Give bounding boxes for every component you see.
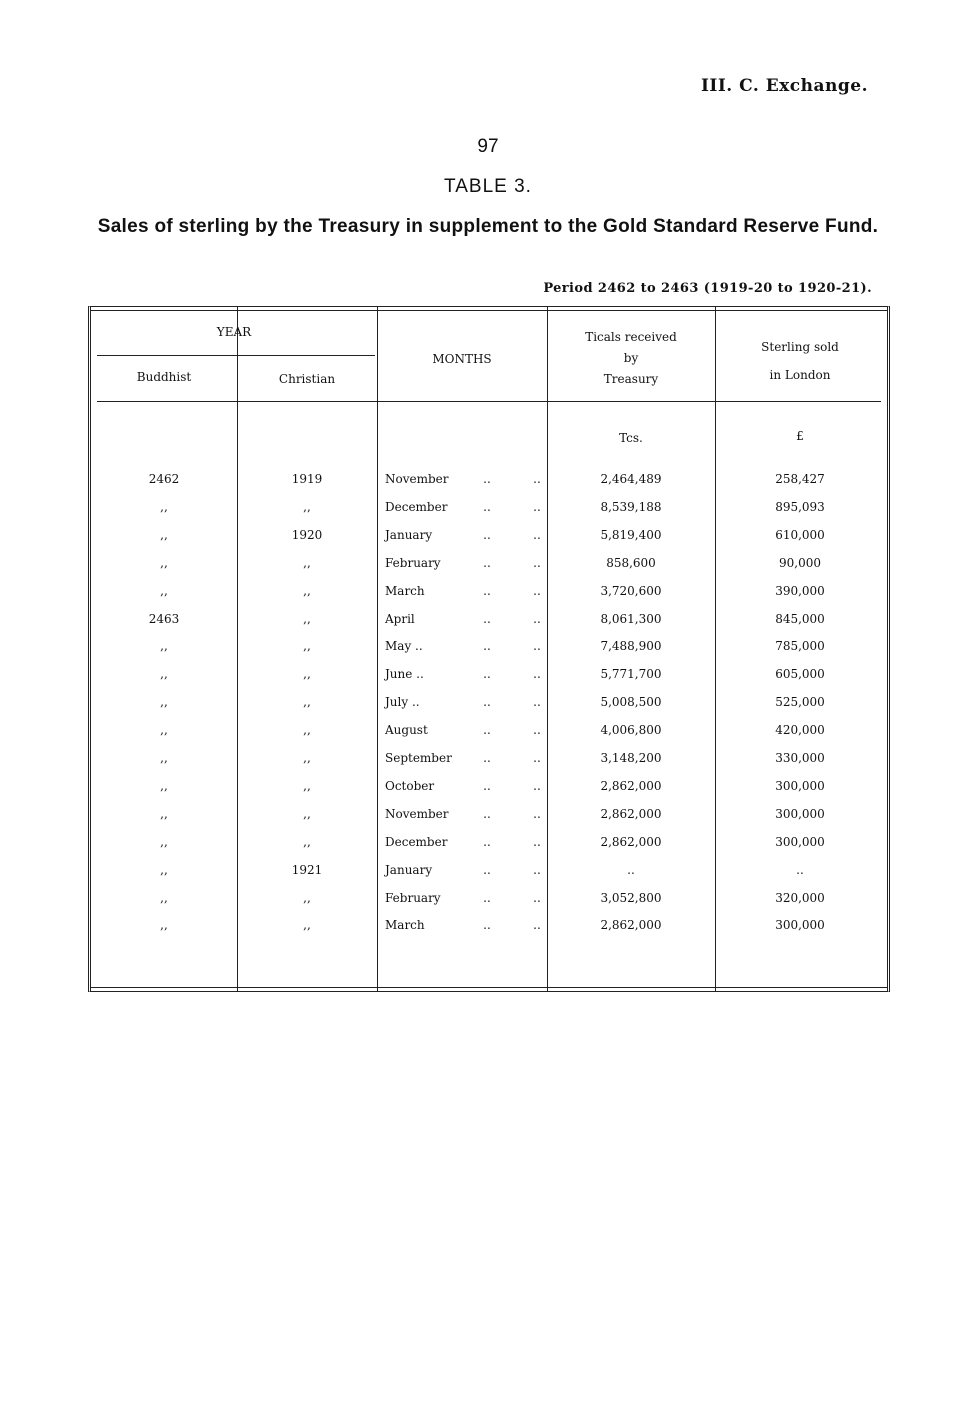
header-months: MONTHS (432, 352, 492, 366)
header-sterling (715, 333, 885, 389)
month-cell: July .. (385, 695, 420, 709)
leader-dots: .. (533, 835, 541, 849)
leader-dots: .. (483, 695, 491, 709)
table-caption: Sales of sterling by the Treasury in supplement to the Gold Standard Reserve Fund. (97, 216, 879, 237)
leader-dots: .. (533, 779, 541, 793)
ticals-cell: 7,488,900 (600, 639, 662, 653)
header-buddhist: Buddhist (136, 370, 192, 384)
month-cell: February (385, 556, 441, 570)
month-cell: February (385, 891, 441, 905)
buddhist-cell: ,, (160, 584, 168, 598)
christian-cell: ,, (303, 918, 311, 932)
header-ticals-line1: Ticals received (585, 330, 677, 344)
christian-cell: ,, (303, 584, 311, 598)
sterling-sales-table (88, 306, 890, 992)
header-rule (97, 401, 881, 402)
buddhist-cell: ,, (160, 528, 168, 542)
christian-cell: ,, (303, 500, 311, 514)
buddhist-cell: ,, (160, 779, 168, 793)
leader-dots: .. (533, 584, 541, 598)
leader-dots: .. (533, 528, 541, 542)
sterling-cell: .. (796, 863, 804, 877)
christian-cell: ,, (303, 779, 311, 793)
ticals-cell: 5,771,700 (600, 667, 662, 681)
sterling-cell: 300,000 (775, 918, 825, 932)
leader-dots: .. (483, 528, 491, 542)
leader-dots: .. (483, 779, 491, 793)
month-cell: January (385, 863, 433, 877)
christian-cell: ,, (303, 891, 311, 905)
leader-dots: .. (483, 472, 491, 486)
ticals-cell: 3,148,200 (600, 751, 662, 765)
sterling-cell: 330,000 (775, 751, 825, 765)
leader-dots: .. (533, 918, 541, 932)
leader-dots: .. (533, 807, 541, 821)
column-rule (377, 307, 378, 991)
buddhist-cell: 2462 (148, 472, 180, 486)
sterling-cell: 320,000 (775, 891, 825, 905)
sterling-cell: 895,093 (775, 500, 825, 514)
header-year: YEAR (216, 325, 252, 339)
christian-cell: ,, (303, 639, 311, 653)
leader-dots: .. (533, 500, 541, 514)
buddhist-cell: ,, (160, 723, 168, 737)
month-cell: December (385, 835, 448, 849)
buddhist-cell: ,, (160, 863, 168, 877)
ticals-cell: 3,052,800 (600, 891, 662, 905)
sterling-cell: 785,000 (775, 639, 825, 653)
buddhist-cell: ,, (160, 918, 168, 932)
christian-cell: ,, (303, 723, 311, 737)
buddhist-cell: ,, (160, 807, 168, 821)
ticals-cell: 4,006,800 (600, 723, 662, 737)
leader-dots: .. (483, 723, 491, 737)
month-cell: December (385, 500, 448, 514)
christian-cell: ,, (303, 695, 311, 709)
sterling-cell: 258,427 (775, 472, 825, 486)
leader-dots: .. (533, 891, 541, 905)
year-rule (97, 355, 375, 356)
buddhist-cell: ,, (160, 667, 168, 681)
month-cell: November (385, 472, 449, 486)
ticals-cell: 2,862,000 (600, 807, 662, 821)
header-sterling-line1: Sterling sold (761, 340, 839, 354)
leader-dots: .. (483, 918, 491, 932)
leader-dots: .. (483, 891, 491, 905)
month-cell: October (385, 779, 435, 793)
month-cell: March (385, 584, 425, 598)
ticals-cell: 2,862,000 (600, 918, 662, 932)
header-ticals-line2: by (623, 351, 639, 365)
christian-cell: 1919 (291, 472, 323, 486)
sterling-cell: 605,000 (775, 667, 825, 681)
christian-cell: ,, (303, 612, 311, 626)
sterling-cell: 90,000 (779, 556, 821, 570)
leader-dots: .. (533, 863, 541, 877)
header-christian: Christian (278, 372, 336, 386)
buddhist-cell: ,, (160, 639, 168, 653)
leader-dots: .. (483, 807, 491, 821)
header-ticals (547, 327, 715, 390)
month-cell: March (385, 918, 425, 932)
header-ticals-line3: Treasury (603, 372, 659, 386)
leader-dots: .. (533, 639, 541, 653)
buddhist-cell: ,, (160, 500, 168, 514)
ticals-cell: 858,600 (606, 556, 656, 570)
sterling-cell: 300,000 (775, 835, 825, 849)
christian-cell: 1920 (291, 528, 323, 542)
buddhist-cell: ,, (160, 751, 168, 765)
buddhist-cell: ,, (160, 891, 168, 905)
sterling-cell: 525,000 (775, 695, 825, 709)
header-sterling-line2: in London (769, 368, 831, 382)
page-number: 97 (477, 136, 499, 157)
ticals-cell: .. (627, 863, 635, 877)
sterling-cell: 845,000 (775, 612, 825, 626)
christian-cell: 1921 (291, 863, 323, 877)
month-cell: September (385, 751, 452, 765)
ticals-cell: 8,539,188 (600, 500, 662, 514)
leader-dots: .. (483, 751, 491, 765)
unit-sterling: £ (796, 429, 804, 443)
period-note: Period 2462 to 2463 (1919-20 to 1920-21). (543, 281, 872, 296)
section-heading: III. C. Exchange. (700, 76, 868, 96)
leader-dots: .. (533, 695, 541, 709)
month-cell: November (385, 807, 449, 821)
month-cell: June .. (385, 667, 424, 681)
leader-dots: .. (533, 472, 541, 486)
ticals-cell: 8,061,300 (600, 612, 662, 626)
month-cell: January (385, 528, 433, 542)
sterling-cell: 390,000 (775, 584, 825, 598)
christian-cell: ,, (303, 835, 311, 849)
christian-cell: ,, (303, 807, 311, 821)
leader-dots: .. (483, 639, 491, 653)
month-cell: May .. (385, 639, 423, 653)
christian-cell: ,, (303, 667, 311, 681)
month-cell: April (385, 612, 415, 626)
leader-dots: .. (483, 667, 491, 681)
leader-dots: .. (533, 723, 541, 737)
buddhist-cell: 2463 (148, 612, 180, 626)
sterling-cell: 420,000 (775, 723, 825, 737)
sterling-cell: 610,000 (775, 528, 825, 542)
sterling-cell: 300,000 (775, 779, 825, 793)
sterling-cell: 300,000 (775, 807, 825, 821)
leader-dots: .. (483, 612, 491, 626)
leader-dots: .. (533, 612, 541, 626)
buddhist-cell: ,, (160, 835, 168, 849)
christian-cell: ,, (303, 556, 311, 570)
christian-cell: ,, (303, 751, 311, 765)
buddhist-cell: ,, (160, 695, 168, 709)
leader-dots: .. (483, 556, 491, 570)
ticals-cell: 5,008,500 (600, 695, 662, 709)
month-cell: August (385, 723, 428, 737)
unit-ticals: Tcs. (619, 431, 643, 445)
ticals-cell: 2,862,000 (600, 779, 662, 793)
leader-dots: .. (483, 863, 491, 877)
leader-dots: .. (483, 835, 491, 849)
ticals-cell: 2,464,489 (600, 472, 662, 486)
leader-dots: .. (533, 751, 541, 765)
ticals-cell: 3,720,600 (600, 584, 662, 598)
leader-dots: .. (483, 584, 491, 598)
leader-dots: .. (533, 667, 541, 681)
leader-dots: .. (533, 556, 541, 570)
buddhist-cell: ,, (160, 556, 168, 570)
ticals-cell: 5,819,400 (600, 528, 662, 542)
table-label: TABLE 3. (444, 176, 532, 197)
ticals-cell: 2,862,000 (600, 835, 662, 849)
leader-dots: .. (483, 500, 491, 514)
